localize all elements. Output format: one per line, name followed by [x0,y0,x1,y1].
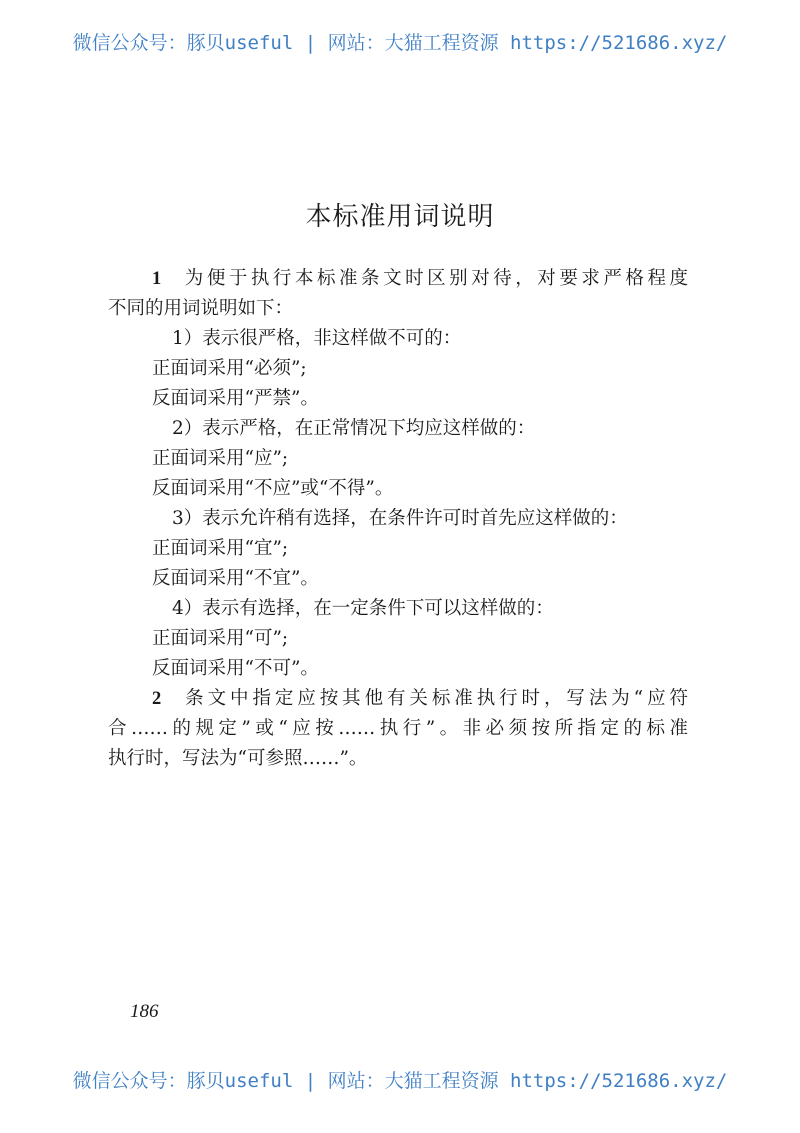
section-2-line-1 [152,690,688,709]
section-2-line-2: 合……的规定”或“应按……执行”。非必须按所指定的标准 [108,718,688,739]
item-2-heading: 2）表示严格，在正常情况下均应这样做的： [172,418,536,439]
item-1-heading: 1）表示很严格，非这样做不可的： [172,328,462,349]
section-1-line-1 [152,270,688,289]
section-2-line-3: 执行时，写法为“可参照……”。 [108,748,368,769]
section-2-number: 2 [152,689,162,709]
item-3-negative: 反面词采用“不宜”。 [152,568,319,589]
item-3-heading: 3）表示允许稍有选择，在条件许可时首先应这样做的： [172,508,628,529]
section-1-line-2: 不同的用词说明如下： [108,298,294,319]
item-2-negative: 反面词采用“不应”或“不得”。 [152,478,394,499]
page-title: 本标准用词说明 [305,202,495,232]
item-1-negative: 反面词采用“严禁”。 [152,388,319,409]
item-1-positive: 正面词采用“必须”; [152,358,307,379]
item-3-positive: 正面词采用“宜”; [152,538,289,559]
item-2-positive: 正面词采用“应”; [152,448,289,469]
item-4-positive: 正面词采用“可”; [152,628,289,649]
section-2-text-1: 条文中指定应按其他有关标准执行时，写法为“应符 [181,688,688,709]
section-1-number: 1 [152,269,162,289]
watermark-top: 微信公众号：豚贝useful | 网站：大猫工程资源 https://521686.xyz/ [72,32,728,54]
section-1-text-1: 为便于执行本标准条文时区别对待，对要求严格程度 [181,268,688,289]
page-number: 186 [130,1001,159,1022]
watermark-bottom: 微信公众号：豚贝useful | 网站：大猫工程资源 https://521686.xyz/ [72,1070,728,1092]
item-4-negative: 反面词采用“不可”。 [152,658,319,679]
item-4-heading: 4）表示有选择，在一定条件下可以这样做的： [172,598,554,619]
